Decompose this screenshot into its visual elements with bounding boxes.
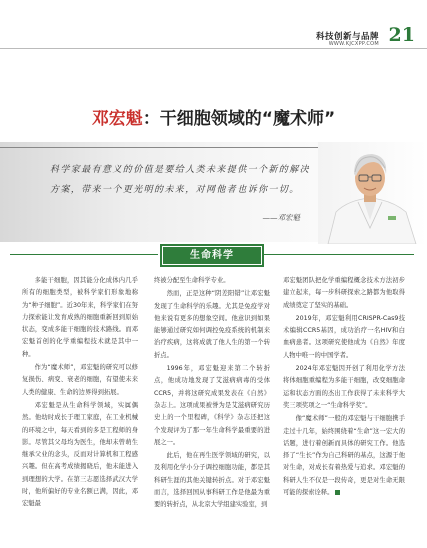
paragraph: 多能干细胞，因其能分化成体内几乎所有的细胞类型，被科学家们形象地称为“种子细胞”。近30年来，科学家们在努力探索能让发育成熟的细胞重新回到原始状态，变成多能干细胞的技术路线。而邓宏魁首创的化学重编程技术就是其中一种。 [22,277,138,358]
paragraph: 2024年邓宏魁因开创了利用化学方法将体细胞重编程为多能干细胞，改变细胞命运和状态方面的杰出工作获得了未来科学大奖三项奖项之一“生命科学奖”。 [283,365,405,409]
paragraph: 作为“魔术师”，邓宏魁的研究可以修复损伤、病变、衰老的细胞，有望使未来人类的健康、生命的边界得到拓展。 [22,364,138,396]
magazine-name: 科技创新与品牌 [315,32,379,42]
pull-quote: 科学家最有意义的价值是要给人类未来提供一个新的解决方案，带来一个更光明的未来，对网他者也诉你一切。 [50,165,311,195]
magazine-url: WWW.KJCXPP.COM [328,41,379,47]
article-column-1 [22,275,138,541]
paragraph: 然而，正是这种“阴差阳错”让邓宏魁发现了生命科学的乐趣。尤其是免疫学对他来说有更多的想象空间。他意识到如果能够通过研究如何调控免疫系统的机制来治疗疾病，这将成就了他人生的第一个转折点。 [154,290,270,359]
paragraph [283,413,405,499]
section-rule-right [264,254,414,255]
page-header [0,0,427,48]
end-mark-icon [335,490,340,495]
page-number: 21 [388,24,415,46]
title-person-name: 邓宏魁 [91,109,143,129]
paragraph: 邓宏魁是从生命科学领域，实属偶然。他幼时成长于理工家庭，在工业机械的环境之中，每天看到的多是工程师的身影。尽管其父母均为医生，他却未曾萌生继承父业的念头，反而对计算机和工程感兴趣。但在高考成绩揭晓后，他未能进入到理想的大学。在第三志愿选择武汉大学时，他所偏好的专业名额已满，因此，邓宏魁最 [22,401,138,508]
paragraph-text: 像“魔术师”一般的邓宏魁与干细胞携手走过十几年，始终围绕着“生命”这一宏大的话题，进行着创新而具体的研究工作。他选择了“生长”作为自己科研的基点，这源于他对生命，对成长有着热爱与追求。邓宏魁的科研人生不仅是一段传奇，更是对生命无限可能的探索诠释。 [283,415,405,497]
paragraph: 1996年，邓宏魁迎来第二个转折点，他成功地发现了艾滋病病毒的受体CCR5，并将这研究成果发表在《自然》杂志上。这项成果被誉为是艾滋病研究历史上的一个里程碑，《科学》杂志还把这个发现评为了那一年生命科学最重要的进展之一。 [154,365,270,446]
article-title [0,104,427,129]
portrait-photo [318,142,427,244]
paragraph: 终被分配至生命科学专业。 [154,277,230,284]
header-divider [0,48,427,49]
quote-author: ——邓宏魁 [262,213,300,222]
paragraph: 邓宏魁团队把化学重编程概念技术方法初步建立起来，每一步科研探索之路都为他取得成绩奠定了坚实的基础。 [283,277,405,309]
title-subtitle: ：干细胞领域的“魔术师” [142,109,336,129]
paragraph: 此后，他在再生医学领域的研究，以及利用化学小分子调控细胞功能，都是其科研生涯的其他关键转折点。对于邓宏魁而言，选择回国从事科研工作是他最为重要的转折点，从北京大学组建实验室，到 [154,452,270,509]
article-column-3 [283,275,405,541]
paragraph: 2019年，邓宏魁利用CRISPR-Cas9技术编辑CCR5基因，成功治疗一名HIV和白血病患者。这项研究使他成为《自然》年度人物中唯一的中国学者。 [283,314,405,359]
section-tag: 生命科学 [160,244,264,267]
article-column-2 [154,275,270,541]
section-rule-left [10,254,158,255]
